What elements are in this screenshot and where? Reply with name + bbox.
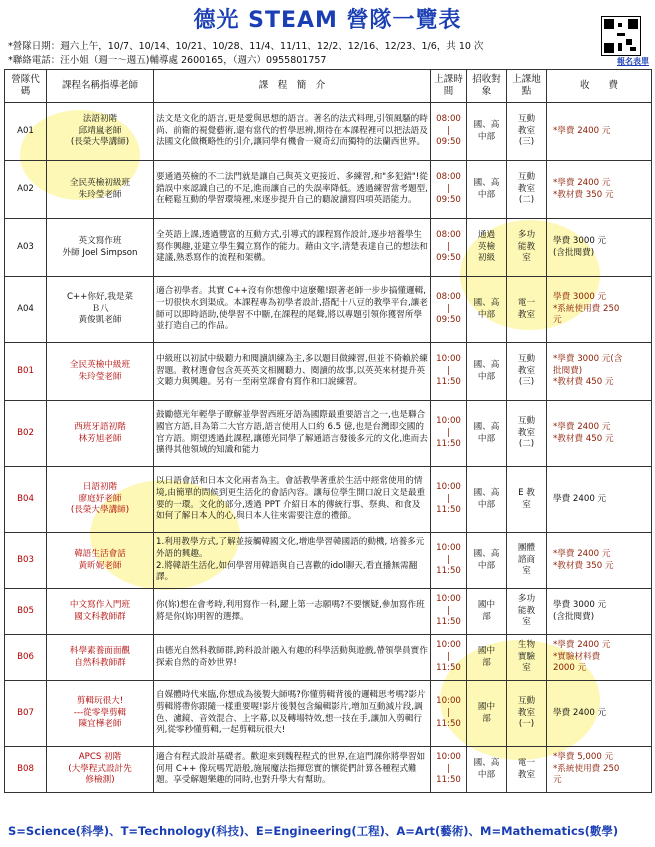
camp-table bbox=[4, 69, 652, 793]
header-place: 上課地點 bbox=[507, 70, 547, 103]
row-fee: *學費 2400 元 *教材費 350 元 bbox=[547, 533, 652, 589]
row-target: 國中 部 bbox=[467, 635, 507, 681]
contact-phone: *聯絡電話：汪小姐（週一～週五)輔導處 2600165，（週六）0955801757 bbox=[8, 55, 327, 66]
row-course-name: 科學素養面面觀 自然科教師群 bbox=[47, 635, 154, 681]
row-place: 電一 教室 bbox=[507, 747, 547, 793]
header-target: 招收對象 bbox=[467, 70, 507, 103]
steam-legend: S=Science(科學)、T=Technology(科技)、E=Engineering(工程)、A=Art(藝術)、M=Mathematics(數學) bbox=[8, 824, 619, 838]
row-target: 通過 英檢 初級 bbox=[467, 219, 507, 277]
row-target: 國、高 中部 bbox=[467, 343, 507, 401]
table-row bbox=[5, 277, 652, 343]
row-course-name: APCS 初階 (大學程式設計先 修檢測) bbox=[47, 747, 154, 793]
row-course-name: 西班牙語初階 林芳旭老師 bbox=[47, 401, 154, 467]
row-fee: *學費 2400 元 *教材費 450 元 bbox=[547, 401, 652, 467]
row-description: 以日語會話和日本文化兩者為主。會話教學著重於生活中經常使用的情境,由簡單的問候到更生活化的會話內容。讓每位學生開口說日文是最重要的一環。文化的部分,透過 PPT 介紹日本的傳統行事、祭典、和食及如何了解日本人的心,與日本人往來需要注意的禮節。 bbox=[154, 467, 431, 533]
row-target: 國中 部 bbox=[467, 589, 507, 635]
row-fee: 學費 2400 元 bbox=[547, 467, 652, 533]
row-target: 國、高 中部 bbox=[467, 161, 507, 219]
row-target: 國、高 中部 bbox=[467, 467, 507, 533]
row-description: 全英語上課,透過豐富的互動方式,引導式的課程寫作設計,逐步培養學生寫作興趣,並建立學生獨立寫作的能力。藉由文字,清楚表達自己的想法和建議,熟悉寫作的流程和架構。 bbox=[154, 219, 431, 277]
row-description: 中級班以初試中級聽力和閱讀訓練為主,多以題目做練習,但並不倚賴於練習題。教材選會包含英英英文相關聽力、閱讀的故事,以英英來材提升英文聽力與興趣。另有一至兩堂課會有寫作和口說練習。 bbox=[154, 343, 431, 401]
row-target: 國、高 中部 bbox=[467, 747, 507, 793]
row-fee: 學費 3000 元 (含批閱費) bbox=[547, 219, 652, 277]
row-course-name: 全民英檢初級班 朱玲瑩老師 bbox=[47, 161, 154, 219]
row-course-name: 韓語生活會話 黃昕妮老師 bbox=[47, 533, 154, 589]
row-place: 互動 教室 (一) bbox=[507, 681, 547, 747]
row-description: 1.利用教學方式,了解並接觸韓國文化,增進學習韓國語的動機, 培養多元外語的興趣。 2.將韓語生活化,如何學習用韓語與自己喜歡的idol聊天,看直播無需翻譯。 bbox=[154, 533, 431, 589]
row-time: 10:00 | 11:50 bbox=[431, 401, 467, 467]
row-place: 互動 教室 (三) bbox=[507, 343, 547, 401]
row-code: B02 bbox=[5, 401, 47, 467]
row-fee: 學費 2400 元 bbox=[547, 681, 652, 747]
row-code: B07 bbox=[5, 681, 47, 747]
row-course-name: 剪輯玩很大! ---從零學剪輯 陳宜樺老師 bbox=[47, 681, 154, 747]
table-row bbox=[5, 343, 652, 401]
row-description: 適合有程式設計基礎者。歡迎來到魏程程式的世界,在這門課你將學習如何用 C++ 像玩嗎咒語般,施展魔法指揮您實的懷從們計算各種程式難題。享受解題樂趣的同時,也對升學大有幫助。 bbox=[154, 747, 431, 793]
table-row bbox=[5, 747, 652, 793]
table-row bbox=[5, 589, 652, 635]
row-description: 自媒體時代來臨,你想成為後製大師嗎?你懂剪輯背後的邏輯思考嗎?影片剪輯將帶你跟隨一樣重要喔!影片後製包含編輯影片,增加互動減片段,調色、濾鏡、音效混合、上字幕,以及轉場特效,想一技在手,讓加入剪輯行列,從零秒懂剪輯,一起剪輯玩很大! bbox=[154, 681, 431, 747]
row-time: 08:00 | 09:50 bbox=[431, 219, 467, 277]
row-code: B08 bbox=[5, 747, 47, 793]
row-description: 要通過英檢的不二法門就是讓自己與英文更接近、多練習,和"多犯錯"!從錯誤中來認識自己的不足,進而讓自己的失誤率降低。透過練習當考題型,在輕鬆互動的學習環境裡,來逐步提升自己的聽說讀寫四項英語能力。 bbox=[154, 161, 431, 219]
header-course-name: 課程名稱指導老師 bbox=[47, 70, 154, 103]
row-fee: *學費 2400 元 *教材費 350 元 bbox=[547, 161, 652, 219]
row-description: 法文是文化的語言,更是愛與思想的語言。著名的法式料理,引領風騷的時尚、前衛的視覺藝術,還有當代的哲學思辨,期待在本課程裡可以把法語及法國文化做概略性的引介,讓同學有機會一窺奇幻而獨特的法蘭西世界。 bbox=[154, 103, 431, 161]
row-description: 適合初學者。其實 C++沒有你想像中這麼難!跟著老師一步步搞懂邏輯,一切很快水到渠成。本課程專為初學者設計,搭配十八豆的教學平台,讓老師可以即時語助,使學習不中斷,在課程的尾聲,將以專題引領你獲習所學並打造自己的作品。 bbox=[154, 277, 431, 343]
row-time: 08:00 | 09:50 bbox=[431, 161, 467, 219]
row-time: 10:00 | 11:50 bbox=[431, 681, 467, 747]
qr-code-icon[interactable] bbox=[601, 16, 641, 56]
row-fee: *學費 3000 元(含 批閱費) *教材費 450 元 bbox=[547, 343, 652, 401]
row-fee: 學費 3000 元 *系統使用費 250 元 bbox=[547, 277, 652, 343]
row-code: A01 bbox=[5, 103, 47, 161]
header-time: 上課時間 bbox=[431, 70, 467, 103]
row-place: 多功 能教 室 bbox=[507, 219, 547, 277]
row-code: B04 bbox=[5, 467, 47, 533]
row-code: A04 bbox=[5, 277, 47, 343]
table-row bbox=[5, 635, 652, 681]
table-row bbox=[5, 401, 652, 467]
row-place: 互動 教室 (二) bbox=[507, 401, 547, 467]
row-time: 10:00 | 11:50 bbox=[431, 467, 467, 533]
row-description: 你(妳)想在會考時,利用寫作一科,躍上第一志願嗎?不要懷疑,參加寫作班將是你(妳)明智的選擇。 bbox=[154, 589, 431, 635]
table-row bbox=[5, 467, 652, 533]
row-code: B06 bbox=[5, 635, 47, 681]
row-time: 08:00 | 09:50 bbox=[431, 277, 467, 343]
row-code: B01 bbox=[5, 343, 47, 401]
row-code: A02 bbox=[5, 161, 47, 219]
row-fee: 學費 3000 元 (含批閱費) bbox=[547, 589, 652, 635]
row-code: B03 bbox=[5, 533, 47, 589]
camp-dates: *營隊日期：週六上午，10/7、10/14、10/21、10/28、11/4、11/11、12/2、12/16、12/23、1/6，共 10 次 bbox=[8, 41, 484, 52]
row-course-name: 英文寫作班 外師 Joel Simpson bbox=[47, 219, 154, 277]
table-row bbox=[5, 681, 652, 747]
header-code: 營隊代碼 bbox=[5, 70, 47, 103]
row-target: 國、高 中部 bbox=[467, 401, 507, 467]
row-code: A03 bbox=[5, 219, 47, 277]
row-place: E 教 室 bbox=[507, 467, 547, 533]
row-place: 互動 教室 (二) bbox=[507, 161, 547, 219]
row-course-name: 全民英檢中級班 朱玲瑩老師 bbox=[47, 343, 154, 401]
row-time: 10:00 | 11:50 bbox=[431, 635, 467, 681]
row-target: 國、高 中部 bbox=[467, 277, 507, 343]
table-row bbox=[5, 103, 652, 161]
table-row bbox=[5, 219, 652, 277]
row-course-name: C++你好,我是菜 Ｂ八 黃俊凱老師 bbox=[47, 277, 154, 343]
row-target: 國中 部 bbox=[467, 681, 507, 747]
header-fee: 收 費 bbox=[547, 70, 652, 103]
row-code: B05 bbox=[5, 589, 47, 635]
header-description: 課 程 簡 介 bbox=[154, 70, 431, 103]
row-time: 10:00 | 11:50 bbox=[431, 589, 467, 635]
row-time: 10:00 | 11:50 bbox=[431, 747, 467, 793]
row-place: 多功 能教 室 bbox=[507, 589, 547, 635]
row-course-name: 中文寫作入門班 國文科教師群 bbox=[47, 589, 154, 635]
row-target: 國、高 中部 bbox=[467, 103, 507, 161]
row-place: 電一 教室 bbox=[507, 277, 547, 343]
row-time: 10:00 | 11:50 bbox=[431, 533, 467, 589]
row-fee: *學費 2400 元 bbox=[547, 103, 652, 161]
table-row bbox=[5, 161, 652, 219]
row-place: 生物 實驗 室 bbox=[507, 635, 547, 681]
table-header-row bbox=[5, 70, 652, 103]
page-title: 德光 STEAM 營隊一覽表 bbox=[193, 8, 462, 33]
row-place: 互動 教室 (三) bbox=[507, 103, 547, 161]
row-course-name: 日語初階 廖庭妤老師 (長榮大學講師) bbox=[47, 467, 154, 533]
row-fee: *學費 2400 元 *實驗材料費 2000 元 bbox=[547, 635, 652, 681]
registration-form-link[interactable]: 報名表單 bbox=[617, 57, 649, 66]
row-place: 團體 諮商 室 bbox=[507, 533, 547, 589]
row-description: 鼓勵德光年輕學子瞭解並學習西班牙語為國際最重要語言之一,也是聯合國官方語,目為第二大官方語,語言使用人口約 6.5 億,也是台灣即交國的官方語。期望透過此課程,讓德光同學了解通語言發後多元的文化,進而去擴得其他領域的知識和能力 bbox=[154, 401, 431, 467]
row-time: 08:00 | 09:50 bbox=[431, 103, 467, 161]
row-fee: *學費 5,000 元 *系統使用費 250 元 bbox=[547, 747, 652, 793]
row-time: 10:00 | 11:50 bbox=[431, 343, 467, 401]
row-description: 由德光自然科教師群,跨科設計融入有趣的科學活動與遊戲,帶領學員實作探索自然的奇妙世界! bbox=[154, 635, 431, 681]
row-course-name: 法語初階 邱靖嵐老師 (長榮大學講師) bbox=[47, 103, 154, 161]
row-target: 國、高 中部 bbox=[467, 533, 507, 589]
table-row bbox=[5, 533, 652, 589]
